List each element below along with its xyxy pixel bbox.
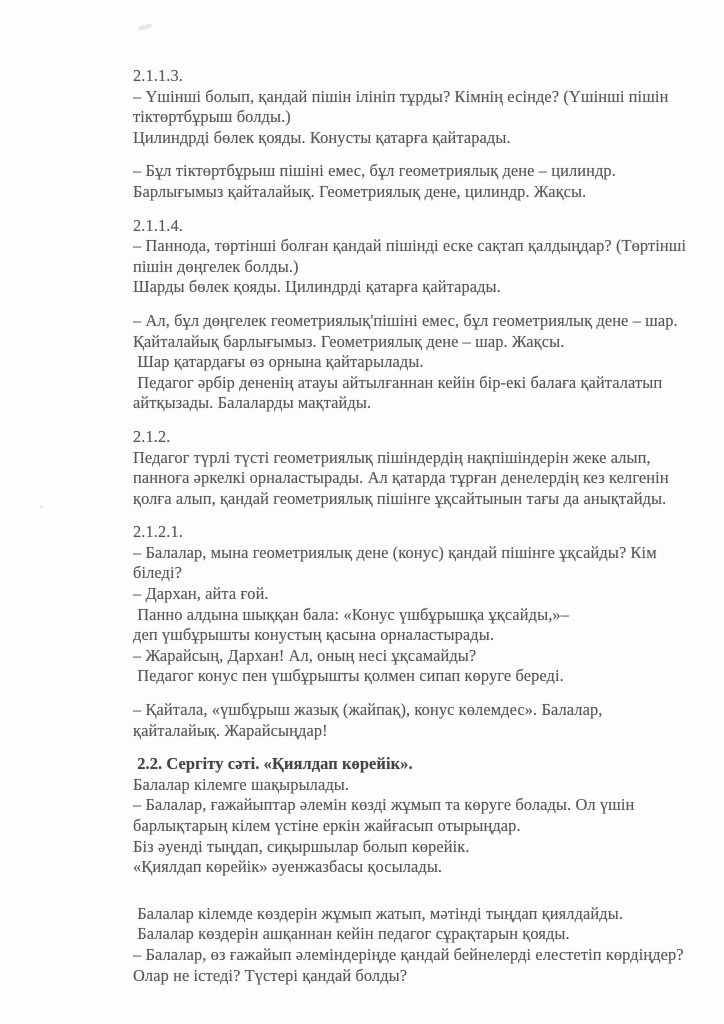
paragraph [133, 427, 714, 509]
text-line: – Дархан, айта ғой. [133, 584, 269, 604]
text-line: Шар қатардағы өз орнына қайтарылады. [133, 352, 424, 372]
text-line: Балалар кілемге шақырылады. [133, 774, 350, 794]
text-line: 2.1.1.3. [133, 66, 183, 85]
text-line: Олар не істеді? Түстері қандай болды? [133, 965, 408, 985]
paragraph [133, 311, 714, 414]
text-line: – Жарайсың, Дархан! Ал, оның несі ұқсамайды? [133, 645, 477, 665]
text-line: панноға әркелкі орналастырады. Ал қатарда тұрған денелердің кез келгенін [133, 468, 669, 488]
text-line: «Қиялдап көрейік» әуенжазбасы қосылады. [133, 857, 443, 877]
text-line: 2.1.2. [133, 426, 171, 446]
paragraph [133, 904, 714, 986]
text-line: Біз әуенді тыңдап, сиқыршылар болып көрейік. [133, 836, 470, 856]
text-line: Педагог әрбір дененің атауы айтылғаннан кейін бір-екі балаға қайталатып [133, 372, 663, 392]
text-line: қолға алып, қандай геометриялық пішінге ұқсайтынын тағы да анықтайды. [133, 488, 667, 508]
text-line: 2.1.2.1. [133, 522, 183, 542]
text-line: деп үшбұрышты конустың қасына орналастырады. [133, 625, 495, 645]
text-line: – Балалар, ғажайыптар әлемін көзді жұмып та көруге болады. Ол үшін [133, 795, 635, 815]
text-line: 2.2. Сергіту сәті. «Қиялдап көрейік». [133, 754, 413, 774]
text-line: пішін дөңгелек болды.) [133, 256, 299, 276]
scan-speck [40, 505, 43, 508]
text-line: Педагог түрлі түсті геометриялық пішіндердің нақпішіндерін жеке алып, [133, 447, 651, 467]
text-line: Қайталайық барлығымыз. Геометриялық дене – шар. Жақсы. [133, 331, 565, 351]
text-line: Балалар көздерін ашқаннан кейін педагог сұрақтарын қояды. [133, 924, 570, 944]
text-line: 2.1.1.4. [133, 215, 183, 235]
paragraph [133, 66, 714, 148]
text-line: – Үшінші болып, қандай пішін ілініп тұрды? Кімнің есінде? (Үшінші пішін [133, 86, 669, 106]
text-line: Балалар кілемде көздерін жұмып жатып, мәтінді тыңдап қиялдайды. [133, 903, 624, 923]
text-line: қайталайық. Жарайсыңдар! [133, 720, 328, 740]
text-line: – Бұл тіктөртбұрыш пішіні емес, бұл геометриялық дене – цилиндр. [133, 161, 616, 181]
text-line: – Қайтала, «үшбұрыш жазық (жайпақ), конус көлемдес». Балалар, [133, 700, 603, 720]
scan-smudge [138, 23, 153, 30]
text-line: – Ал, бұл дөңгелек геометриялық'пішіні емес, бұл геометриялық дене – шар. [133, 310, 678, 330]
paragraph [133, 775, 714, 878]
paragraph [133, 161, 714, 202]
section-heading [133, 754, 714, 775]
text-line: Шарды бөлек қояды. Цилиндрді қатарға қайтарады. [133, 277, 501, 297]
text-line: Педагог конус пен үшбұрышты қолмен сипап көруге береді. [133, 666, 564, 686]
text-line: – Балалар, өз ғажайып әлеміндеріңде қандай бейнелерді елестетіп көрдіңдер? [133, 944, 684, 964]
text-line: біледі? [133, 563, 182, 583]
text-line: барлықтарың кілем үстіне еркін жайғасып отырыңдар. [133, 816, 521, 835]
paragraph [133, 522, 714, 687]
page-text [133, 66, 714, 986]
paragraph [133, 216, 714, 298]
text-line: Цилиндрді бөлек қояды. Конусты қатарға қайтарады. [133, 127, 511, 147]
text-line: Барлығымыз қайталайық. Геометриялық дене, цилиндр. Жақсы. [133, 181, 587, 201]
text-line: – Паннода, төртінші болған қандай пішінді еске сақтап қалдыңдар? (Төртінші [133, 236, 687, 256]
text-line: тіктөртбұрыш болды.) [133, 107, 291, 127]
text-line: Панно алдына шыққан бала: «Конус үшбұрышқа ұқсайды,»– [133, 604, 569, 624]
text-line: айтқызады. Балаларды мақтайды. [133, 393, 372, 413]
paragraph [133, 700, 714, 741]
text-line: – Балалар, мына геометриялық дене (конус) қандай пішінге ұқсайды? Кім [133, 542, 657, 562]
